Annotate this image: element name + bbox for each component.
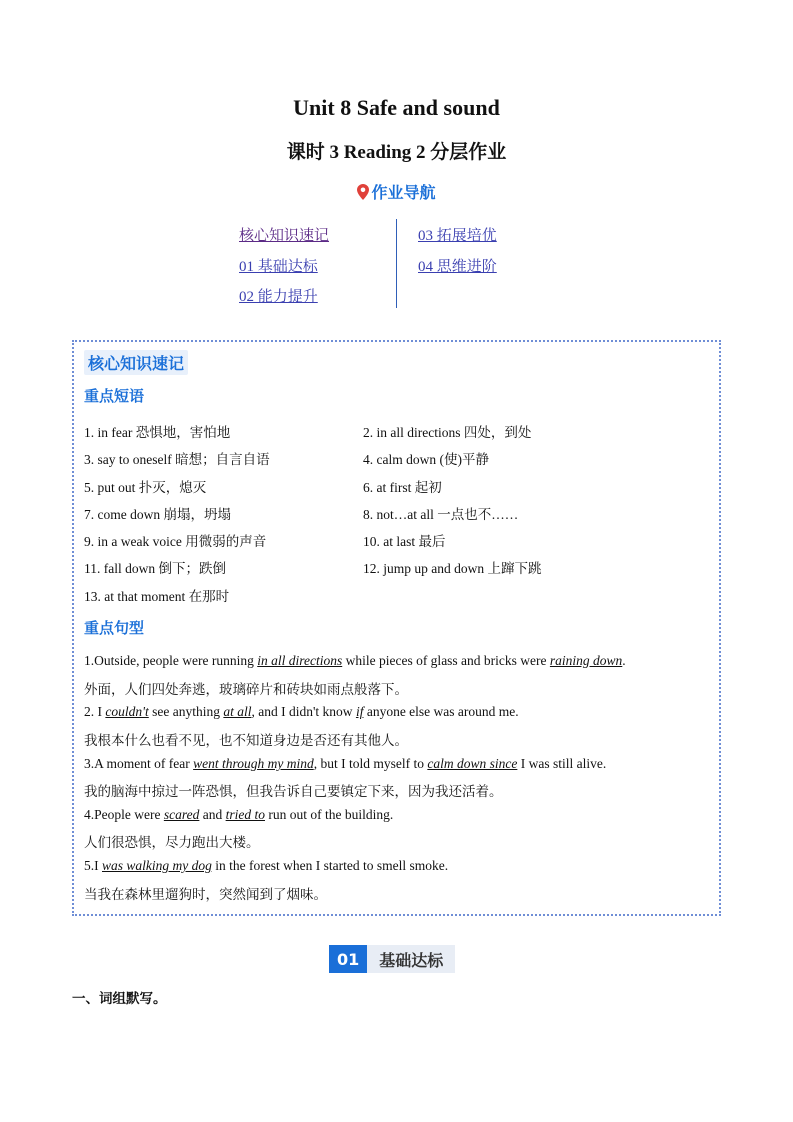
phrase-item: 9. in a weak voice 用微弱的声音 xyxy=(84,534,267,549)
sentence-en: 2. I couldn't see anything at all, and I didn't know if anyone else was around me. xyxy=(84,704,519,719)
section-label: 基础达标 xyxy=(367,945,455,973)
section-01-badge xyxy=(329,945,455,973)
phrase-item: 3. say to oneself 暗想；自言自语 xyxy=(84,452,270,467)
section-number: 01 xyxy=(329,945,367,973)
page-title: Unit 8 Safe and sound xyxy=(293,95,500,120)
sentence-cn: 当我在森林里遛狗时，突然闻到了烟味。 xyxy=(84,887,327,902)
page-subtitle: 课时 3 Reading 2 分层作业 xyxy=(286,142,507,163)
nav-link-02[interactable]: 02 能力提升 xyxy=(239,289,318,305)
nav-link-03[interactable]: 03 拓展培优 xyxy=(418,228,497,244)
sentence-en: 4.People were scared and tried to run out of the building. xyxy=(84,807,394,822)
sentence-cn: 我的脑海中掠过一阵恐惧，但我告诉自己要镇定下来，因为我还活着。 xyxy=(84,784,503,799)
phrase-item: 13. at that moment 在那时 xyxy=(84,589,230,604)
phrases-heading: 重点短语 xyxy=(84,387,145,405)
phrase-item: 5. put out 扑灭，熄灭 xyxy=(84,480,207,495)
nav-link-04[interactable]: 04 思维进阶 xyxy=(418,259,497,275)
sentence-en: 3.A moment of fear went through my mind, but I told myself to calm down since I was still alive. xyxy=(84,756,607,771)
phrase-item: 2. in all directions 四处，到处 xyxy=(363,425,532,440)
sentence-cn: 外面，人们四处奔逃，玻璃碎片和砖块如雨点般落下。 xyxy=(84,682,408,697)
sentence-cn: 我根本什么也看不见，也不知道身边是否还有其他人。 xyxy=(84,733,408,748)
phrase-item: 7. come down 崩塌，坍塌 xyxy=(84,507,231,522)
nav-link-01[interactable]: 01 基础达标 xyxy=(239,259,318,275)
sentences-heading: 重点句型 xyxy=(84,619,145,637)
phrase-item: 1. in fear 恐惧地，害怕地 xyxy=(84,425,231,440)
sentence-en: 1.Outside, people were running in all directions while pieces of glass and bricks were raining down. xyxy=(84,653,626,668)
location-pin-icon xyxy=(357,184,369,204)
phrase-item: 10. at last 最后 xyxy=(363,534,446,549)
phrase-item: 8. not…at all 一点也不…… xyxy=(363,507,519,522)
phrase-item: 4. calm down (使)平静 xyxy=(363,452,489,467)
nav-title-label: 作业导航 xyxy=(371,183,436,202)
sentence-cn: 人们很恐惧，尽力跑出大楼。 xyxy=(84,835,260,850)
phrase-item: 12. jump up and down 上蹿下跳 xyxy=(363,561,542,576)
nav-divider xyxy=(396,219,397,308)
nav-link-core[interactable]: 核心知识速记 xyxy=(239,228,330,244)
phrase-item: 11. fall down 倒下；跌倒 xyxy=(84,561,226,576)
sentence-en: 5.I was walking my dog in the forest when I started to smell smoke. xyxy=(84,858,449,873)
question-title: 一、词组默写。 xyxy=(72,991,167,1007)
core-heading: 核心知识速记 xyxy=(84,350,188,375)
nav-title xyxy=(0,180,793,204)
phrase-item: 6. at first 起初 xyxy=(363,480,442,495)
